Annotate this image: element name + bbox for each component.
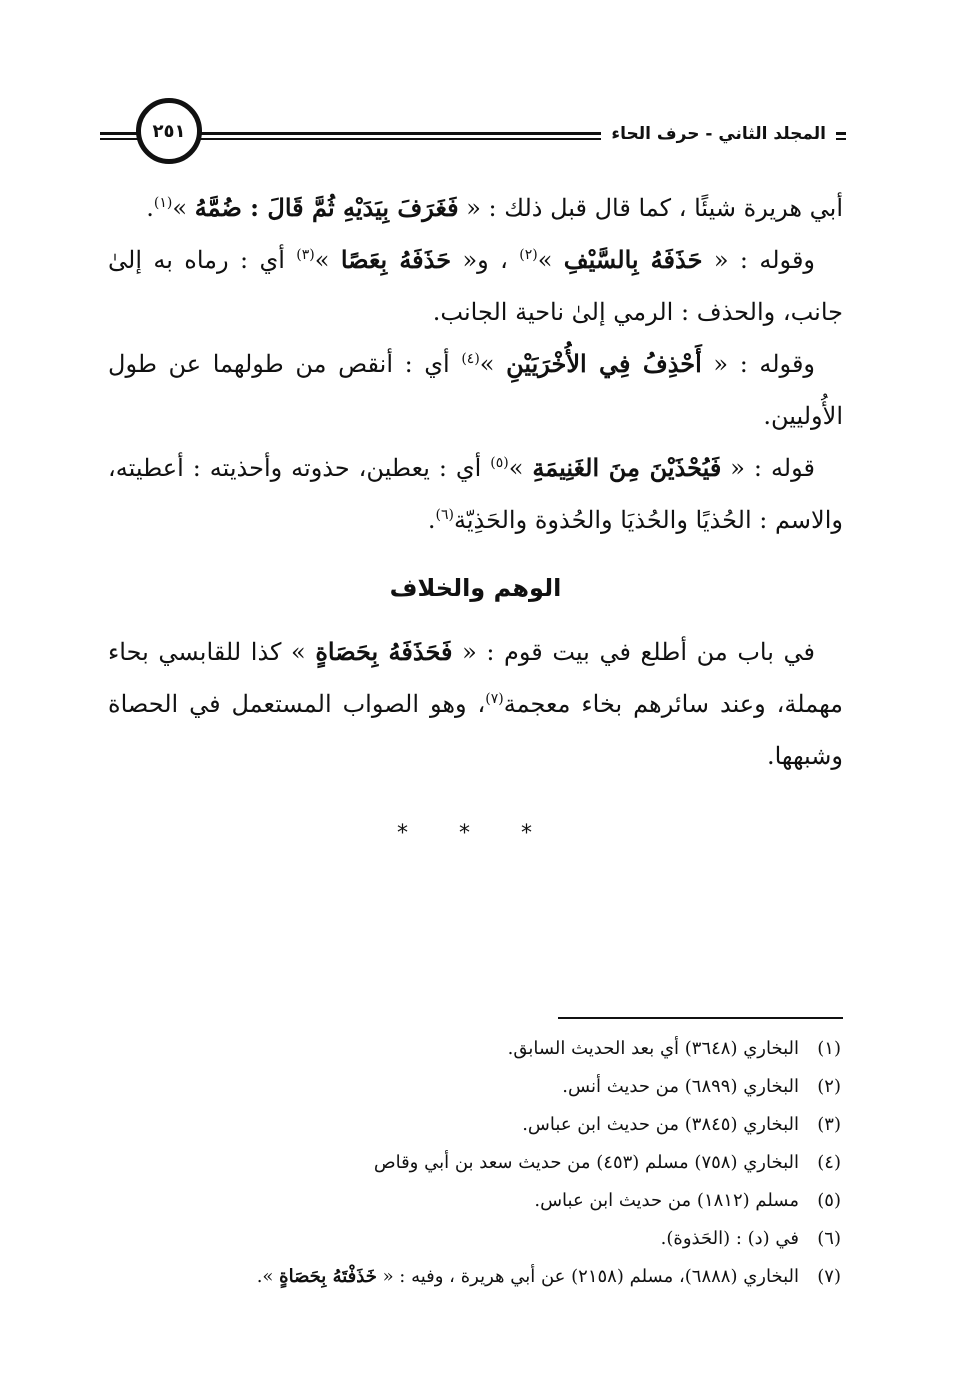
footnote-number: (٣) [817,1114,841,1135]
section-separator: * * * [397,821,554,846]
footnote-text: البخاري (٦٨٩٩) من حديث أنس. [562,1076,799,1097]
hadith-quote: فَغَرَفَ بِيَدَيْهِ ثُمَّ قَالَ : ضُمَّهُ [194,193,459,222]
section-heading: الوهم والخلاف [389,574,562,602]
footnote-ref[interactable]: (١) [153,195,173,211]
footnote-text [106,1258,799,1296]
paragraph-1 [108,182,843,234]
footnote-divider [558,1017,843,1019]
footnote-text: البخاري (٣٦٤٨) أي بعد الحديث السابق. [507,1038,799,1059]
hadith-quote: أَحْذِفُ فِي الأُخْرَيَيْنِ [506,349,702,378]
text-run: » [172,194,195,222]
footnote-text: البخاري (٣٨٤٥) من حديث ابن عباس. [522,1114,799,1135]
text-run: ». [256,1266,280,1287]
text-run: وقوله : « [701,350,816,378]
paragraph-5 [108,626,843,782]
hadith-quote: فَيُحْذَيْنَ مِنَ الغَنِيمَةِ [532,453,722,482]
footnote-number: (٧) [817,1266,841,1287]
paragraph-3 [108,338,843,442]
text-run: » كذا للقابسي بحاء مهملة، وعند سائرهم بخاء معجمة [108,638,844,718]
hadith-quote: حَذَفَهُ بِالسَّيْفِ [563,245,703,274]
footnote-number: (٦) [817,1228,841,1249]
footnote-text: البخاري (٧٥٨) مسلم (٤٥٣) من حديث سعد بن أبي وقاص [373,1152,799,1173]
paragraph-4 [108,442,843,546]
text-run: أي : أنقص من طولهما عن طول الأُوليين. [108,350,843,430]
footnote-text: مسلم (١٨١٢) من حديث ابن عباس. [534,1190,799,1211]
text-run: » [537,246,564,274]
text-run: في باب من أطلع في بيت قوم : « [452,638,815,666]
footnote-number: (٥) [817,1190,841,1211]
footnotes [106,1030,841,1296]
paragraph-2 [108,234,843,338]
main-text [108,182,843,860]
footnote-ref[interactable]: (٢) [519,247,538,263]
footnote-item [106,1220,841,1258]
footnote-number: (١) [817,1038,841,1059]
text-run: أي : يعطين، حذوته وأحذيته : أعطيته، والاسم : الحُذيًا والحُذيَا والحُذوة والحَذِيّة [108,454,843,534]
text-run: » [479,350,507,378]
hadith-quote: خَذَفْتَهُ بِحَصَاةٍ [279,1266,377,1287]
footnote-number: (٢) [817,1076,841,1097]
footnote-item [106,1068,841,1106]
running-title: المجلد الثاني - حرف الحاء [601,120,836,148]
text-run: ، و« [451,246,520,274]
text-run: البخاري (٦٨٨٨)، مسلم (٢١٥٨) عن أبي هريرة ، وفيه : « [376,1266,799,1287]
text-run: . [146,194,154,222]
footnote-number: (٤) [817,1152,841,1173]
footnote-item [106,1258,841,1296]
text-run: قوله : « [721,454,815,482]
hadith-quote: فَحَذَفَهُ بِحَصَاةٍ [315,637,453,666]
text-run: أبي هريرة شيئًا ، كما قال قبل ذلك : « [458,194,843,222]
hadith-quote: حَذَفَهُ بِعَصًا [340,245,452,274]
footnote-item [106,1144,841,1182]
footnote-ref[interactable]: (٥) [490,455,509,471]
footnote-item [106,1106,841,1144]
page-number-badge [136,98,202,164]
footnote-ref[interactable]: (٦) [435,507,454,523]
text-run: » [314,246,341,274]
footnote-ref[interactable]: (٤) [461,351,480,367]
text-run: ، وهو الصواب المستعمل في الحصاة وشبهها. [108,690,843,770]
footnote-item [106,1182,841,1220]
footnote-text: في (د) : (الحَذوة). [660,1228,799,1249]
footnote-ref[interactable]: (٧) [485,691,504,707]
page-number: ٢٥١ [152,120,186,142]
footnote-item [106,1030,841,1068]
text-run: » [508,454,533,482]
footnote-ref[interactable]: (٣) [296,247,315,263]
text-run: أي : رماه به إلىٰ جانب، والحذف : الرمي إلىٰ ناحية الجانب. [108,246,843,326]
text-run: . [427,506,436,534]
text-run: وقوله : « [702,246,816,274]
page-header [100,98,846,178]
